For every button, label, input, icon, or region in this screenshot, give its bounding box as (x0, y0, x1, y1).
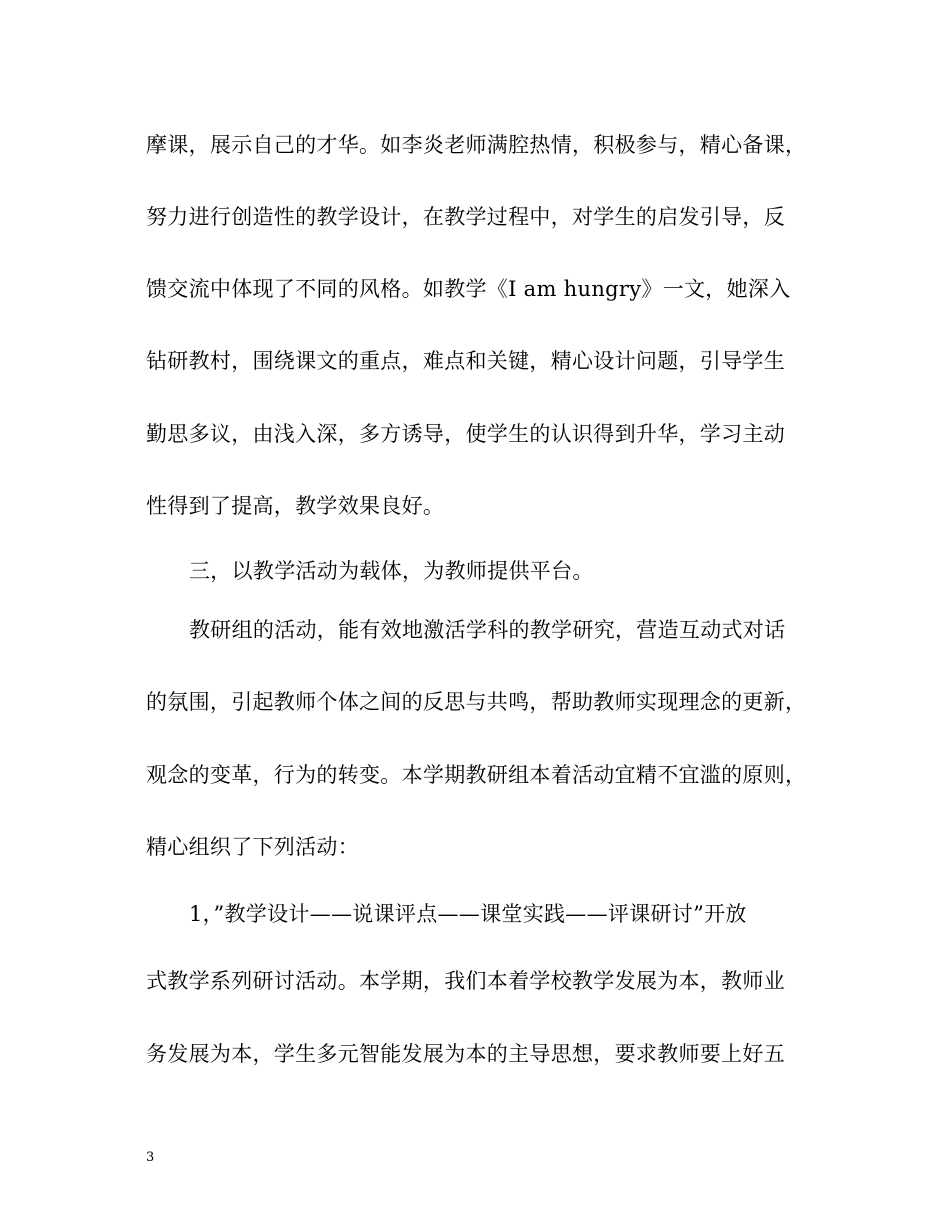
body-text-line: 观念的变革，行为的转变。本学期教研组本着活动宜精不宜滥的原则， (146, 763, 807, 787)
body-text-line: 务发展为本，学生多元智能发展为本的主导思想，要求教师要上好五 (146, 1042, 785, 1066)
body-text-line: 式教学系列研讨活动。本学期，我们本着学校教学发展为本，教师业 (146, 969, 785, 993)
body-text-line: 馈交流中体现了不同的风格。如教学《I am hungry》一文，她深入 (146, 277, 791, 301)
body-text-line: 努力进行创造性的教学设计，在教学过程中，对学生的启发引导，反 (146, 205, 785, 229)
page-number: 3 (146, 1150, 155, 1165)
body-text-line: 勤思多议，由浅入深，多方诱导，使学生的认识得到升华，学习主动 (146, 422, 785, 446)
body-text-line: 精心组织了下列活动： (146, 835, 359, 859)
body-text-line: 性得到了提高，教学效果良好。 (146, 494, 445, 518)
list-item-first-line: 1，”教学设计——说课评点——课堂实践——评课研讨”开放 (189, 902, 747, 926)
body-text-line: 摩课，展示自己的才华。如李炎老师满腔热情，积极参与，精心备课， (146, 133, 807, 157)
section-heading: 三，以教学活动为载体，为教师提供平台。 (189, 559, 594, 583)
paragraph-first-line: 教研组的活动，能有效地激活学科的教学研究，营造互动式对话 (189, 618, 786, 642)
body-text-line: 钻研教村，围绕课文的重点，难点和关键，精心设计问题，引导学生 (146, 349, 785, 373)
body-text-line: 的氛围，引起教师个体之间的反思与共鸣，帮助教师实现理念的更新， (146, 690, 807, 714)
